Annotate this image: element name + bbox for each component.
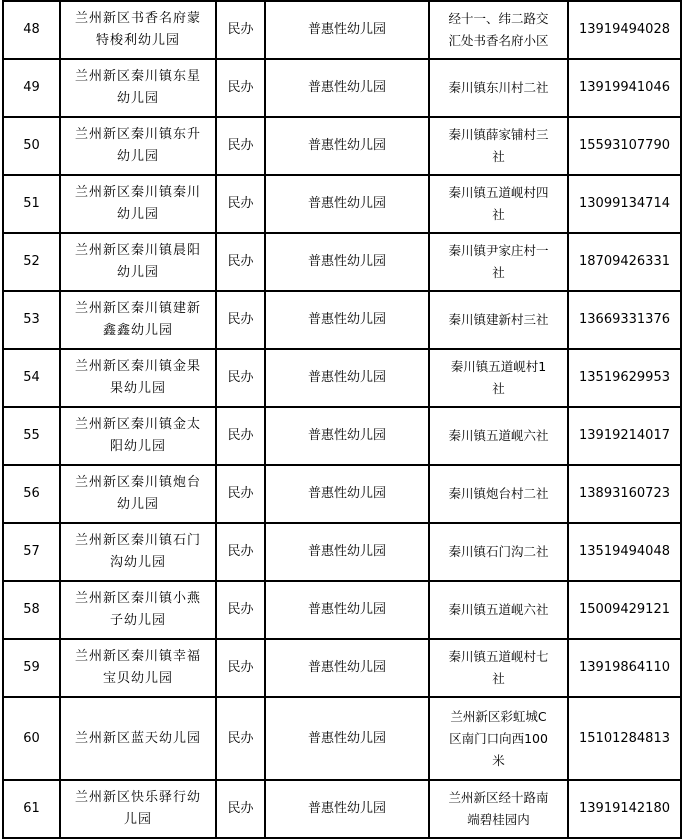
kindergarten-name: 兰州新区秦川镇秦川 幼儿园 (60, 175, 216, 233)
address: 兰州新区彩虹城C 区南门口向西100 米 (429, 697, 568, 780)
kindergarten-name: 兰州新区快乐驿行幼 儿园 (60, 780, 216, 838)
table-row (3, 1, 681, 59)
row-number: 53 (3, 291, 60, 349)
address: 秦川镇炮台村二社 (429, 465, 568, 523)
table-row (3, 291, 681, 349)
category: 普惠性幼儿园 (265, 291, 429, 349)
kindergarten-name: 兰州新区秦川镇金太 阳幼儿园 (60, 407, 216, 465)
category: 普惠性幼儿园 (265, 175, 429, 233)
row-number: 51 (3, 175, 60, 233)
row-number: 61 (3, 780, 60, 838)
phone-number: 13099134714 (568, 175, 681, 233)
row-number: 57 (3, 523, 60, 581)
phone-number: 13919941046 (568, 59, 681, 117)
category: 普惠性幼儿园 (265, 780, 429, 838)
table-row (3, 523, 681, 581)
table-row (3, 175, 681, 233)
phone-number: 15101284813 (568, 697, 681, 780)
kindergarten-name: 兰州新区秦川镇幸福 宝贝幼儿园 (60, 639, 216, 697)
ownership-type: 民办 (216, 117, 265, 175)
phone-number: 13919142180 (568, 780, 681, 838)
phone-number: 13919864110 (568, 639, 681, 697)
kindergarten-name: 兰州新区秦川镇建新 鑫鑫幼儿园 (60, 291, 216, 349)
ownership-type: 民办 (216, 639, 265, 697)
ownership-type: 民办 (216, 697, 265, 780)
row-number: 60 (3, 697, 60, 780)
ownership-type: 民办 (216, 465, 265, 523)
phone-number: 13519629953 (568, 349, 681, 407)
kindergarten-name: 兰州新区秦川镇小燕 子幼儿园 (60, 581, 216, 639)
ownership-type: 民办 (216, 581, 265, 639)
table-row (3, 117, 681, 175)
row-number: 52 (3, 233, 60, 291)
address: 秦川镇五道岘村七 社 (429, 639, 568, 697)
ownership-type: 民办 (216, 1, 265, 59)
table-row (3, 407, 681, 465)
category: 普惠性幼儿园 (265, 59, 429, 117)
category: 普惠性幼儿园 (265, 349, 429, 407)
table-row (3, 639, 681, 697)
table-row (3, 697, 681, 780)
kindergarten-name: 兰州新区蓝天幼儿园 (60, 697, 216, 780)
table-row (3, 780, 681, 838)
ownership-type: 民办 (216, 59, 265, 117)
category: 普惠性幼儿园 (265, 1, 429, 59)
category: 普惠性幼儿园 (265, 117, 429, 175)
ownership-type: 民办 (216, 291, 265, 349)
kindergarten-name: 兰州新区秦川镇晨阳 幼儿园 (60, 233, 216, 291)
table-row (3, 233, 681, 291)
phone-number: 15009429121 (568, 581, 681, 639)
address: 经十一、纬二路交 汇处书香名府小区 (429, 1, 568, 59)
category: 普惠性幼儿园 (265, 407, 429, 465)
address: 秦川镇五道岘村1 社 (429, 349, 568, 407)
phone-number: 13519494048 (568, 523, 681, 581)
table-row (3, 349, 681, 407)
ownership-type: 民办 (216, 175, 265, 233)
table-row (3, 59, 681, 117)
address: 秦川镇五道岘六社 (429, 581, 568, 639)
address: 秦川镇石门沟二社 (429, 523, 568, 581)
kindergarten-name: 兰州新区秦川镇炮台 幼儿园 (60, 465, 216, 523)
row-number: 55 (3, 407, 60, 465)
address: 秦川镇建新村三社 (429, 291, 568, 349)
category: 普惠性幼儿园 (265, 581, 429, 639)
category: 普惠性幼儿园 (265, 697, 429, 780)
category: 普惠性幼儿园 (265, 465, 429, 523)
phone-number: 13893160723 (568, 465, 681, 523)
table-row (3, 465, 681, 523)
category: 普惠性幼儿园 (265, 523, 429, 581)
row-number: 59 (3, 639, 60, 697)
kindergarten-name: 兰州新区秦川镇金果 果幼儿园 (60, 349, 216, 407)
row-number: 58 (3, 581, 60, 639)
row-number: 48 (3, 1, 60, 59)
ownership-type: 民办 (216, 349, 265, 407)
table-row (3, 581, 681, 639)
address: 兰州新区经十路南 端碧桂园内 (429, 780, 568, 838)
ownership-type: 民办 (216, 780, 265, 838)
row-number: 50 (3, 117, 60, 175)
ownership-type: 民办 (216, 407, 265, 465)
phone-number: 13919494028 (568, 1, 681, 59)
phone-number: 13919214017 (568, 407, 681, 465)
address: 秦川镇五道岘村四 社 (429, 175, 568, 233)
phone-number: 18709426331 (568, 233, 681, 291)
kindergarten-name: 兰州新区秦川镇东升 幼儿园 (60, 117, 216, 175)
kindergarten-name: 兰州新区秦川镇东星 幼儿园 (60, 59, 216, 117)
kindergarten-name: 兰州新区秦川镇石门 沟幼儿园 (60, 523, 216, 581)
ownership-type: 民办 (216, 523, 265, 581)
address: 秦川镇尹家庄村一 社 (429, 233, 568, 291)
row-number: 54 (3, 349, 60, 407)
address: 秦川镇薛家铺村三 社 (429, 117, 568, 175)
category: 普惠性幼儿园 (265, 639, 429, 697)
kindergarten-name: 兰州新区书香名府蒙 特梭利幼儿园 (60, 1, 216, 59)
phone-number: 13669331376 (568, 291, 681, 349)
ownership-type: 民办 (216, 233, 265, 291)
address: 秦川镇五道岘六社 (429, 407, 568, 465)
row-number: 49 (3, 59, 60, 117)
category: 普惠性幼儿园 (265, 233, 429, 291)
phone-number: 15593107790 (568, 117, 681, 175)
address: 秦川镇东川村二社 (429, 59, 568, 117)
row-number: 56 (3, 465, 60, 523)
kindergarten-table (2, 0, 682, 839)
